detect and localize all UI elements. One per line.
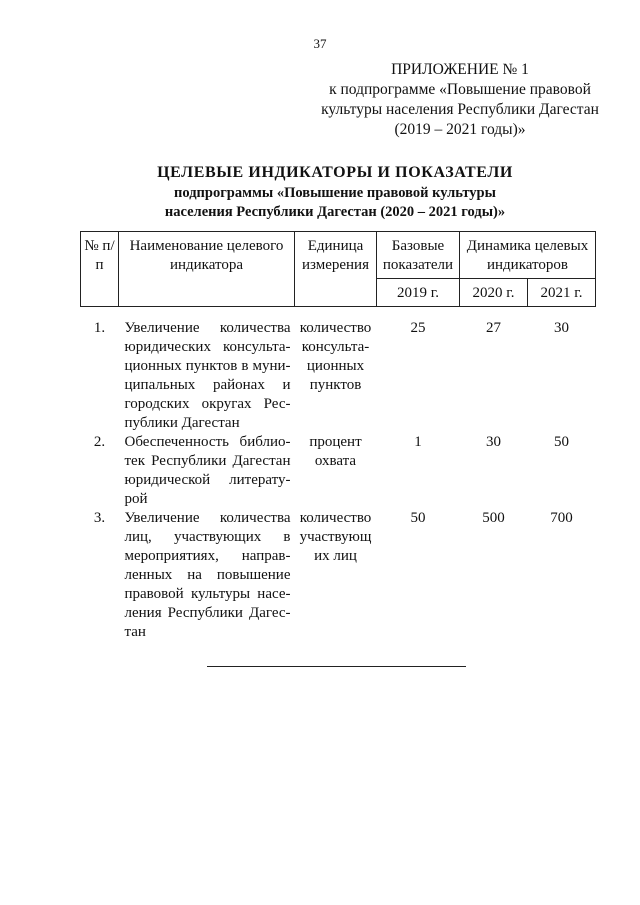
row-num: 3. (93, 510, 106, 526)
appendix-block (300, 60, 620, 140)
document-subtitle: подпрограммы «Повышение правовой культуры (174, 185, 496, 201)
row-value-2020: 27 (486, 320, 501, 336)
page-number: 37 (313, 36, 327, 51)
appendix-line: культуры населения Республики Дагестан (321, 101, 599, 118)
row-value-2021: 700 (550, 510, 573, 526)
indicators-table (80, 231, 596, 642)
header-dynamics: Динамика целевых индикаторов (460, 232, 596, 279)
row-value-2019: 25 (410, 320, 426, 336)
row-value-2021: 50 (554, 434, 569, 450)
header-name: Наименование целевого индикатора (119, 232, 295, 307)
document-heading (80, 162, 590, 222)
row-value-2021: 30 (554, 320, 569, 336)
header-base: Базовые показатели (377, 232, 460, 279)
header-year-1: 2020 г. (460, 279, 528, 307)
table-row (81, 433, 596, 509)
closing-divider (207, 666, 466, 667)
row-name: Увеличение количества лиц, участвующих в мероприятиях, направ-ленных на повышение правовой культуры насе-ления Республики Дагес-тан (124, 510, 291, 640)
row-value-2019: 50 (410, 510, 426, 526)
row-value-2019: 1 (414, 434, 422, 450)
row-unit: процент охвата (309, 434, 362, 469)
row-num: 1. (93, 320, 106, 336)
table-row (81, 307, 596, 434)
appendix-title: ПРИЛОЖЕНИЕ № 1 (391, 61, 529, 78)
row-name: Увеличение количества юридических консульта-ционных пунктов в муни-ципальных районах и городских округах Рес-публики Дагестан (124, 320, 291, 431)
row-unit: количество консульта-ционных пунктов (299, 320, 372, 393)
document-subtitle: населения Республики Дагестан (2020 – 2021 годы)» (164, 204, 506, 220)
row-value-2020: 500 (482, 510, 505, 526)
row-num: 2. (93, 434, 106, 450)
header-year-base: 2019 г. (377, 279, 460, 307)
table-row (81, 509, 596, 642)
row-value-2020: 30 (486, 434, 501, 450)
appendix-line: к подпрограмме «Повышение правовой (329, 81, 591, 98)
row-name: Обеспеченность библио-тек Республики Дагестан юридической литерату-рой (124, 434, 291, 507)
appendix-line: (2019 – 2021 годы)» (394, 121, 526, 138)
header-unit: Единица измерения (295, 232, 377, 307)
row-unit: количество участвующ их лиц (299, 510, 372, 564)
table-header-row (81, 232, 596, 279)
header-num: № п/п (81, 232, 119, 307)
header-year-2: 2021 г. (528, 279, 596, 307)
document-title: ЦЕЛЕВЫЕ ИНДИКАТОРЫ И ПОКАЗАТЕЛИ (157, 164, 513, 181)
